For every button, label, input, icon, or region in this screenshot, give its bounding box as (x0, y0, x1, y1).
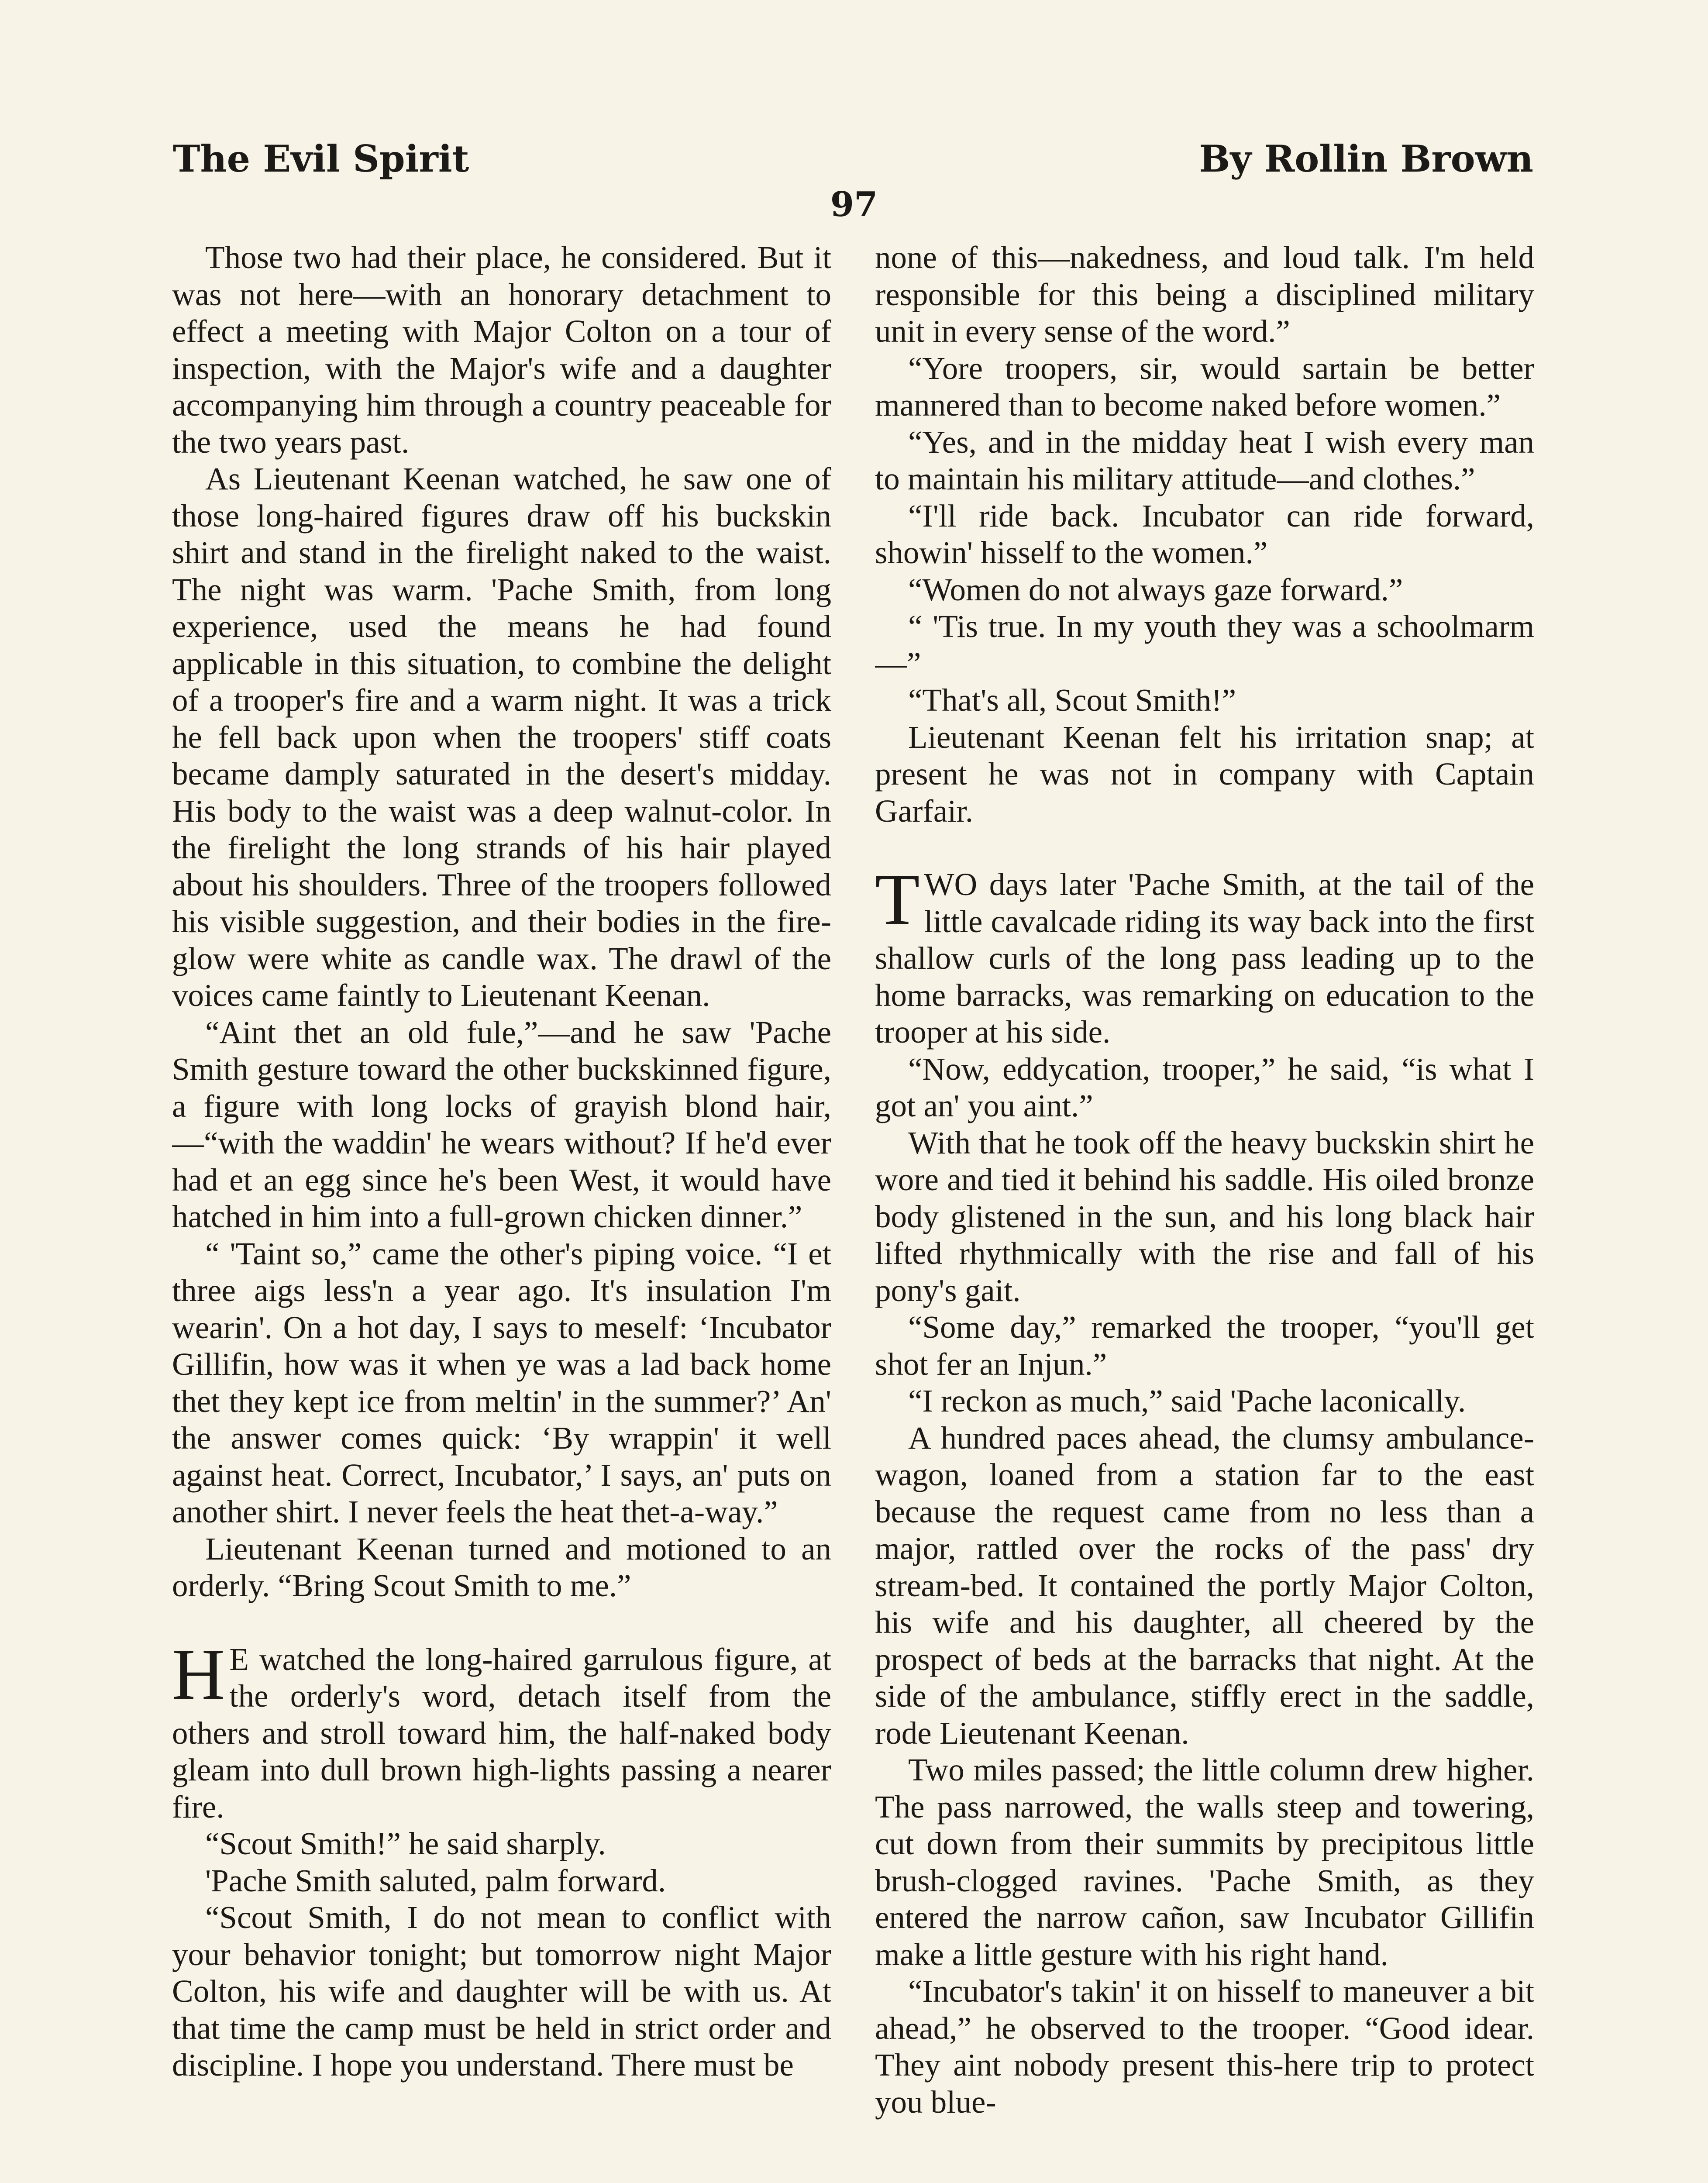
author-byline: By Rollin Brown (1199, 137, 1533, 180)
page-number: 97 (830, 185, 878, 224)
paragraph-text: E watched the long-haired garrulous figure, at the orderly's word, detach itself from the others and stroll toward him, the half-naked body gleam into dull brown high-lights passing a nearer fire. (172, 1641, 831, 1825)
paragraph: “I reckon as much,” said 'Pache laconically. (908, 1383, 1466, 1419)
paragraph: 'Pache Smith saluted, palm forward. (205, 1863, 666, 1898)
paragraph: Two miles passed; the little column drew higher. The pass narrowed, the walls steep and towering, cut down from their summits by precipitous little brush-clogged ravines. 'Pache Smith, as they entered the narrow cañon, saw Incubator Gillifin make a little gesture with his right hand. (875, 1752, 1534, 1972)
drop-cap: H (172, 1633, 225, 1715)
paragraph: “Now, eddycation, trooper,” he said, “is what I got an' you aint.” (875, 1051, 1534, 1123)
paragraph: “Yes, and in the midday heat I wish every man to maintain his military attitude—and clothes.” (875, 424, 1534, 496)
paragraph: “Scout Smith!” he said sharply. (205, 1826, 606, 1861)
paragraph: Lieutenant Keenan turned and motioned to an orderly. “Bring Scout Smith to me.” (172, 1531, 831, 1603)
paragraph: none of this—nakedness, and loud talk. I'm held responsible for this being a disciplined military unit in every sense of the word.” (875, 240, 1534, 349)
section-opening-paragraph (172, 1633, 831, 1826)
left-column (172, 239, 831, 2183)
drop-cap: T (875, 859, 920, 940)
paragraph: “Aint thet an old fule,”—and he saw 'Pache Smith gesture toward the other buckskinned figure, a figure with long locks of grayish blond hair,—“with the waddin' he wears without? If he'd ever had et an egg since he's been West, it would have hatched in him into a full-grown chicken dinner.” (172, 1014, 831, 1234)
paragraph: “Scout Smith, I do not mean to conflict with your behavior tonight; but tomorrow night Major Colton, his wife and daughter will be with us. At that time the camp must be held in strict order and discipline. I hope you understand. There must be (172, 1900, 831, 2083)
paragraph: Lieutenant Keenan felt his irritation snap; at present he was not in company with Captain Garfair. (875, 719, 1534, 829)
right-column (875, 239, 1534, 2183)
paragraph: A hundred paces ahead, the clumsy ambulance-wagon, loaned from a station far to the east because the request came from no less than a major, rattled over the rocks of the pass' dry stream-bed. It contained the portly Major Colton, his wife and his daughter, all cheered by the prospect of beds at the barracks that night. At the side of the ambulance, stiffly erect in the saddle, rode Lieutenant Keenan. (875, 1420, 1534, 1751)
paragraph: “ 'Tis true. In my youth they was a schoolmarm—” (875, 609, 1534, 681)
paragraph: “Yore troopers, sir, would sartain be better mannered than to become naked before women.” (875, 350, 1534, 423)
paragraph: “That's all, Scout Smith!” (908, 682, 1236, 718)
story-title: The Evil Spirit (173, 137, 469, 180)
paragraph: “Some day,” remarked the trooper, “you'll get shot fer an Injun.” (875, 1309, 1534, 1382)
paragraph: “Women do not always gaze forward.” (908, 572, 1403, 607)
section-opening-paragraph (875, 859, 1534, 1051)
paragraph-text: WO days later 'Pache Smith, at the tail of the little cavalcade riding its way back into the first shallow curls of the long pass leading up to the home barracks, was remarking on education to the trooper at his side. (875, 867, 1534, 1050)
paragraph: Those two had their place, he considered. But it was not here—with an honorary detachment to effect a meeting with Major Colton on a tour of inspection, with the Major's wife and a daughter accompanying him through a country peaceable for the two years past. (172, 240, 831, 460)
paragraph: With that he took off the heavy buckskin shirt he wore and tied it behind his saddle. His oiled bronze body glistened in the sun, and his long black hair lifted rhythmically with the rise and fall of his pony's gait. (875, 1125, 1534, 1308)
paragraph: As Lieutenant Keenan watched, he saw one of those long-haired figures draw off his buckskin shirt and stand in the firelight naked to the waist. The night was warm. 'Pache Smith, from long experience, used the means he had found applicable in this situation, to combine the delight of a trooper's fire and a warm night. It was a trick he fell back upon when the troopers' stiff coats became damply saturated in the desert's midday. His body to the waist was a deep walnut-color. In the firelight the long strands of his hair played about his shoulders. Three of the troopers followed his visible suggestion, and their bodies in the fire-glow were white as candle wax. The drawl of the voices came faintly to Lieutenant Keenan. (172, 461, 831, 1013)
paragraph: “I'll ride back. Incubator can ride forward, showin' hisself to the women.” (875, 498, 1534, 570)
paragraph: “ 'Taint so,” came the other's piping voice. “I et three aigs less'n a year ago. It's insulation I'm wearin'. On a hot day, I says to meself: ‘Incubator Gillifin, how was it when ye was a lad back home thet they kept ice from meltin' in the summer?’ An' the answer comes quick: ‘By wrappin' it well against heat. Correct, Incubator,’ I says, an' puts on another shirt. I never feels the heat thet-a-way.” (172, 1236, 831, 1529)
paragraph: “Incubator's takin' it on hisself to maneuver a bit ahead,” he observed to the trooper. “Good idear. They aint nobody present this-here trip to protect you blue- (875, 1973, 1534, 2120)
